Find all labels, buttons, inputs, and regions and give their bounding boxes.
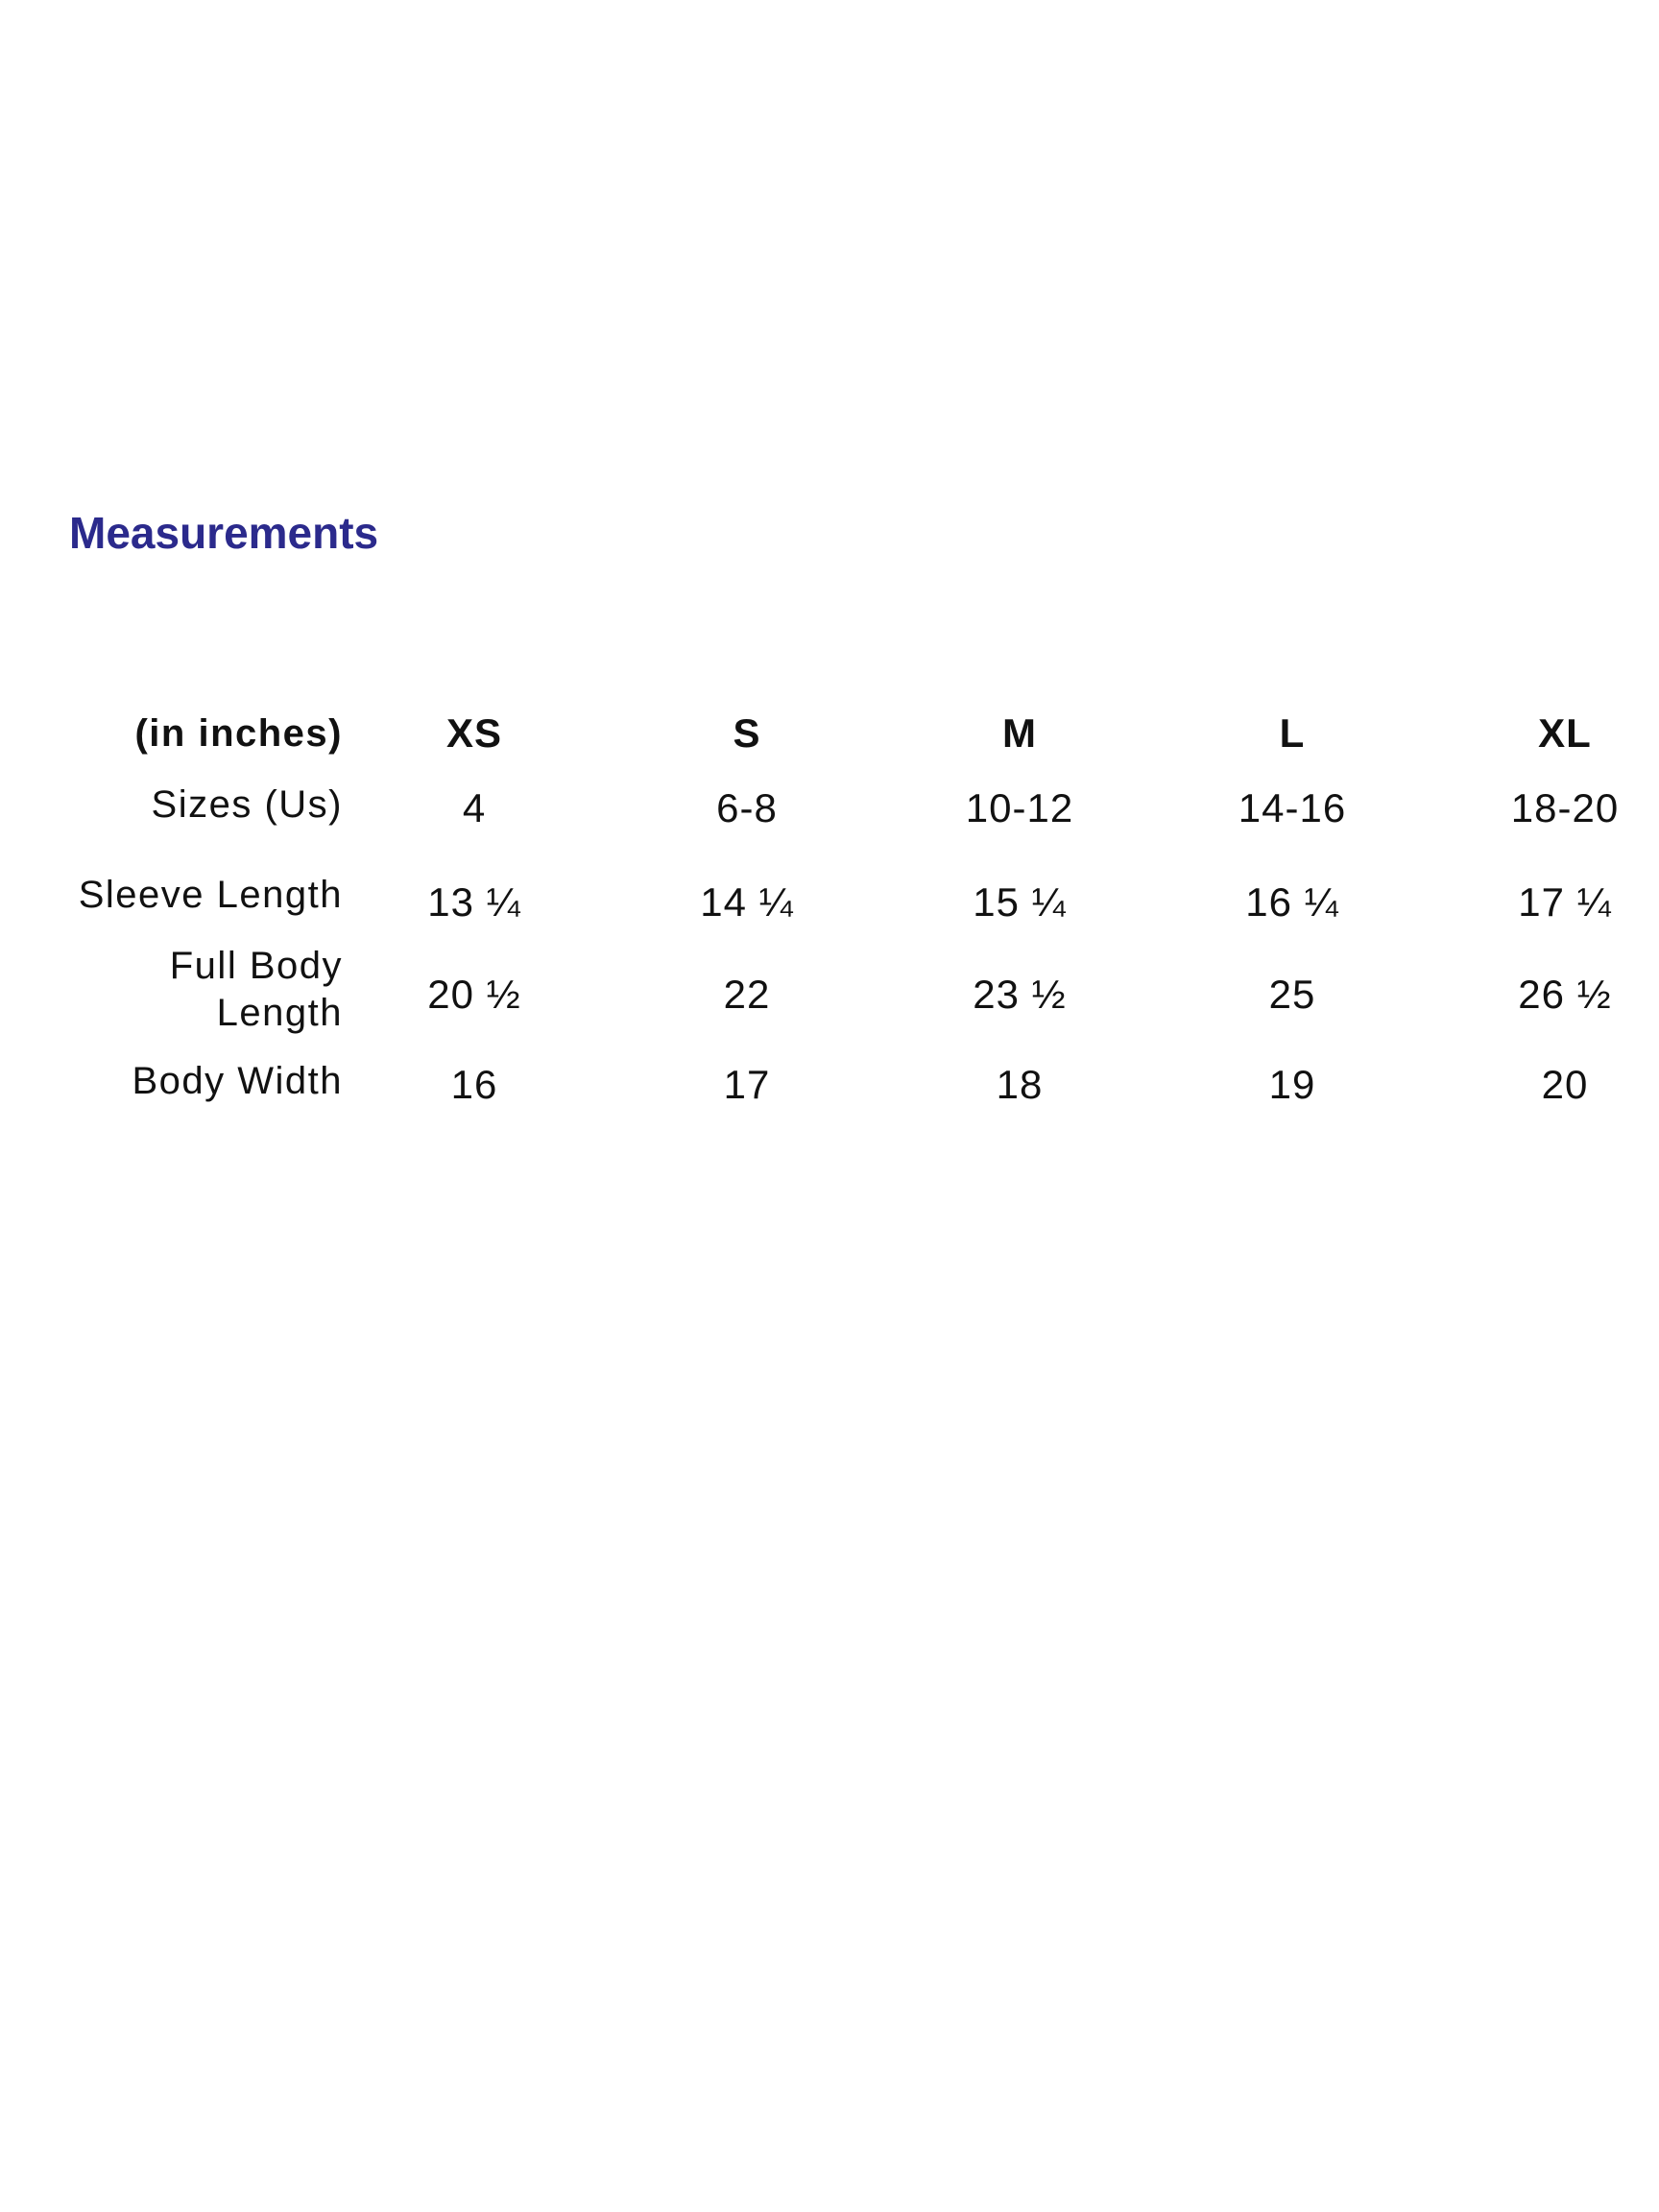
column-header: S: [733, 710, 761, 756]
table-cell: 4: [462, 785, 487, 830]
table-cell: 20 ½: [427, 972, 521, 1017]
table-cell: 16: [450, 1062, 498, 1107]
column-header: M: [1002, 710, 1037, 756]
table-cell: 13 ¼: [427, 879, 521, 925]
table-cell: 22: [723, 972, 771, 1017]
table-cell: 10-12: [965, 785, 1074, 830]
row-label-continued: Length: [216, 992, 343, 1034]
table-cell: 20: [1541, 1062, 1589, 1107]
table-cell: 17: [723, 1062, 771, 1107]
column-header: L: [1279, 710, 1306, 756]
table-cell: 6-8: [716, 785, 778, 830]
table-cell: 26 ½: [1518, 972, 1612, 1017]
row-label: Sleeve Length: [78, 874, 343, 916]
table-cell: 16 ¼: [1245, 879, 1339, 925]
table-cell: 18-20: [1510, 785, 1620, 830]
row-label: Full Body: [169, 945, 343, 987]
row-label: Sizes (Us): [151, 783, 343, 826]
page-title: Measurements: [69, 508, 379, 558]
row-label: Body Width: [132, 1060, 343, 1102]
header-unit-label: (in inches): [134, 712, 343, 755]
column-header: XS: [445, 710, 503, 756]
table-cell: 23 ½: [973, 972, 1067, 1017]
table-cell: 25: [1268, 972, 1316, 1017]
table-cell: 19: [1268, 1062, 1316, 1107]
table-cell: 14-16: [1238, 785, 1347, 830]
table-cell: 18: [996, 1062, 1044, 1107]
table-cell: 15 ¼: [973, 879, 1067, 925]
table-cell: 14 ¼: [700, 879, 794, 925]
table-cell: 17 ¼: [1518, 879, 1612, 925]
column-header: XL: [1538, 710, 1592, 756]
